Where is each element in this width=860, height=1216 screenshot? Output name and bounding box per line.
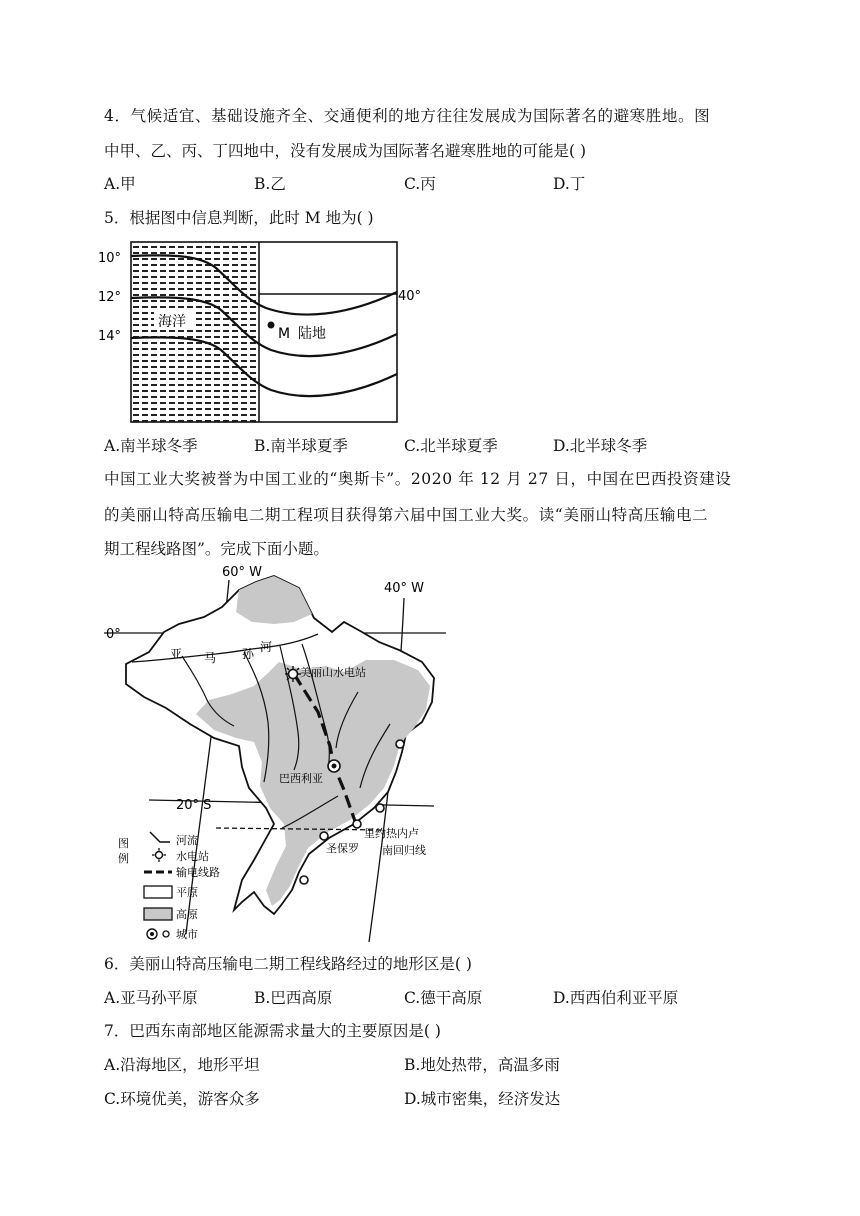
lon-40w-label: 40° W bbox=[384, 581, 425, 596]
south-city-icon bbox=[300, 876, 308, 884]
legend-city-icon bbox=[163, 931, 169, 937]
legend-line: 输电线路 bbox=[176, 866, 220, 879]
river-label-ya: 亚 bbox=[170, 647, 183, 661]
intro-line2: 的美丽山特高压输电二期工程项目获得第六届中国工业大奖。读“美丽山特高压输电二 bbox=[104, 506, 709, 524]
legend-city: 城市 bbox=[176, 928, 198, 941]
station-label: 美丽山水电站 bbox=[300, 666, 366, 679]
q7-option-a[interactable]: A.沿海地区，地形平坦 bbox=[104, 1056, 260, 1074]
q4-stem-line1: 4．气候适宜、基础设施齐全、交通便利的地方往往发展成为国际著名的避寒胜地。图 bbox=[104, 107, 711, 125]
q6-option-c[interactable]: C.德干高原 bbox=[404, 989, 483, 1007]
point-m-label: M bbox=[278, 326, 291, 342]
legend-river: 河流 bbox=[176, 834, 198, 847]
legend-plain: 平原 bbox=[176, 886, 198, 899]
q5-option-c[interactable]: C.北半球夏季 bbox=[404, 437, 498, 455]
lon-60w-label: 60° W bbox=[222, 565, 263, 580]
brasilia-label: 巴西利亚 bbox=[279, 772, 323, 785]
lat-20s-label: 20° S bbox=[176, 798, 212, 813]
land-label: 陆地 bbox=[298, 326, 326, 342]
q5-option-a[interactable]: A.南半球冬季 bbox=[104, 437, 198, 455]
river-label-he: 河 bbox=[260, 640, 273, 654]
q6-option-d[interactable]: D.西西伯利亚平原 bbox=[553, 989, 679, 1007]
coastal-city-icon bbox=[376, 804, 384, 812]
legend-station: 水电站 bbox=[176, 850, 209, 863]
saopaulo-city-icon bbox=[320, 832, 328, 840]
rio-city-icon bbox=[353, 820, 361, 828]
river-label-ma: 马 bbox=[204, 651, 217, 665]
hydro-station-icon bbox=[285, 666, 301, 682]
ocean-label: 海洋 bbox=[158, 314, 186, 330]
river-label-sun: 孙 bbox=[242, 647, 255, 661]
legend-plain-icon bbox=[144, 886, 172, 898]
map-legend bbox=[118, 832, 220, 941]
q6-option-a[interactable]: A.亚马孙平原 bbox=[104, 989, 198, 1007]
tropic-label: 南回归线 bbox=[382, 844, 426, 857]
legend-river-icon bbox=[150, 832, 170, 842]
legend-station-icon bbox=[152, 848, 166, 862]
legend-title-2: 例 bbox=[118, 852, 129, 865]
legend-title-1: 图 bbox=[118, 837, 129, 850]
q6-option-b[interactable]: B.巴西高原 bbox=[254, 989, 333, 1007]
q7-stem: 7．巴西东南部地区能源需求量大的主要原因是( ) bbox=[104, 1022, 441, 1040]
label-40: 40° bbox=[398, 289, 422, 304]
rio-label: 里约热内卢 bbox=[364, 827, 419, 840]
intro-line3: 期工程线路图”。完成下面小题。 bbox=[104, 540, 329, 558]
brasilia-city-icon bbox=[328, 760, 340, 772]
q4-option-c[interactable]: C.丙 bbox=[404, 175, 436, 193]
legend-plateau-icon bbox=[144, 908, 172, 920]
guiana-highland bbox=[236, 576, 312, 624]
isotherm-figure bbox=[96, 238, 436, 426]
salvador-city-icon bbox=[396, 740, 404, 748]
q4-option-d[interactable]: D.丁 bbox=[553, 175, 586, 193]
q7-option-d[interactable]: D.城市密集，经济发达 bbox=[404, 1090, 561, 1108]
legend-capital-dot bbox=[150, 932, 154, 936]
saopaulo-label: 圣保罗 bbox=[326, 842, 359, 855]
q6-stem: 6．美丽山特高压输电二期工程线路经过的地形区是( ) bbox=[104, 955, 472, 973]
ocean-area bbox=[131, 242, 259, 422]
point-m bbox=[268, 322, 275, 329]
label-12: 12° bbox=[98, 290, 122, 305]
q7-option-c[interactable]: C.环境优美，游客众多 bbox=[104, 1090, 260, 1108]
intro-line1: 中国工业大奖被誉为中国工业的“奥斯卡”。2020 年 12 月 27 日，中国在巴西投资建设 bbox=[104, 470, 732, 488]
q4-stem-line2: 中甲、乙、丙、丁四地中，没有发展成为国际著名避寒胜地的可能是( ) bbox=[104, 142, 587, 160]
legend-plateau: 高原 bbox=[176, 908, 198, 921]
brazil-power-line-map bbox=[104, 562, 454, 946]
label-10: 10° bbox=[98, 251, 122, 266]
q4-option-b[interactable]: B.乙 bbox=[254, 175, 286, 193]
q4-option-a[interactable]: A.甲 bbox=[104, 175, 136, 193]
q7-option-b[interactable]: B.地处热带，高温多雨 bbox=[404, 1056, 560, 1074]
q5-option-d[interactable]: D.北半球冬季 bbox=[553, 437, 648, 455]
label-14: 14° bbox=[98, 329, 122, 344]
q5-stem: 5．根据图中信息判断，此时 M 地为( ) bbox=[104, 209, 374, 227]
equator-label: 0° bbox=[106, 627, 121, 642]
q5-option-b[interactable]: B.南半球夏季 bbox=[254, 437, 348, 455]
